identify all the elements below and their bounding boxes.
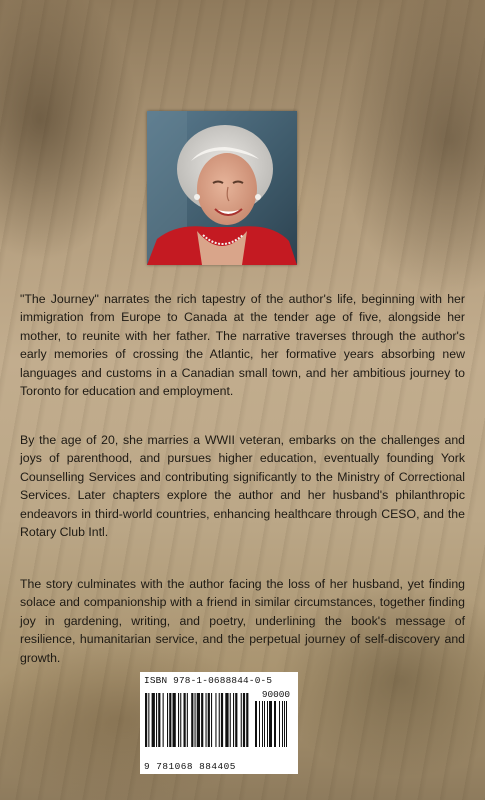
barcode-bar xyxy=(225,693,228,747)
addon-bar xyxy=(286,701,287,747)
addon-bar xyxy=(284,701,285,747)
addon-bar xyxy=(282,701,283,747)
addon-bar xyxy=(274,701,276,747)
barcode-bar xyxy=(197,693,200,747)
barcode-bar xyxy=(235,693,237,747)
barcode-bar xyxy=(195,693,196,747)
barcode-bar xyxy=(215,693,216,747)
addon-bar xyxy=(264,701,265,747)
barcode-bar xyxy=(201,693,203,747)
addon-bar xyxy=(279,701,280,747)
barcode-bars xyxy=(145,687,293,761)
author-photo xyxy=(147,111,297,265)
barcode-bar xyxy=(208,693,210,747)
barcode-bar xyxy=(158,693,160,747)
barcode-bar xyxy=(163,693,164,747)
addon-bar xyxy=(255,701,257,747)
barcode-bar xyxy=(191,693,193,747)
barcode-bar xyxy=(156,693,157,747)
barcode-bar xyxy=(221,693,223,747)
barcode-bar xyxy=(243,693,245,747)
barcode-bar xyxy=(246,693,248,747)
barcode-digits: 9 781068 884405 xyxy=(144,761,236,772)
barcode-bar xyxy=(219,693,220,747)
isbn-number: ISBN 978-1-0688844-0-5 xyxy=(144,675,273,686)
addon-bar xyxy=(262,701,263,747)
barcode-bar xyxy=(145,693,147,747)
barcode-bar xyxy=(167,693,168,747)
barcode-bar xyxy=(206,693,207,747)
barcode-bar xyxy=(241,693,242,747)
description-paragraph-2: By the age of 20, she marries a WWII veteran, embarks on the challenges and joys of parenthood, and pursues higher education, eventually founding York Counselling Services and contributing significantly to the Ministry of Correctional Services. Later chapters explore the author and her husband's philanthropic endeavors in third-world countries, enhancing healthcare through CESO, and the Rotary Club Intl. xyxy=(20,433,465,540)
barcode-bar xyxy=(169,693,171,747)
barcode-bar xyxy=(180,693,181,747)
barcode-bar xyxy=(233,693,234,747)
barcode-bar xyxy=(173,693,176,747)
barcode-bar xyxy=(178,693,179,747)
barcode-bar xyxy=(148,693,149,747)
isbn-barcode xyxy=(140,672,298,774)
addon-bar xyxy=(259,701,260,747)
description-paragraph-3: The story culminates with the author facing the loss of her husband, yet finding solace and companionship with a friend in similar circumstances, together finding joy in gardening, writing, and poetry, underlining the book's message of resilience, humanitarian service, and the perpetual journey of self-discovery and growth. xyxy=(20,577,465,665)
barcode-bar xyxy=(230,693,231,747)
addon-bar xyxy=(269,701,272,747)
barcode-bar xyxy=(187,693,188,747)
barcode-bar xyxy=(184,693,186,747)
barcode-bar xyxy=(211,693,212,747)
description-paragraph-1: "The Journey" narrates the rich tapestry of the author's life, beginning with her immigration from Europe to Canada at the tender age of five, alongside her mother, to reunite with her father. The narrative traverses through the author's early memories of crossing the Atlantic, her formative years absorbing new languages and customs in a Canadian small town, and her ambitious journey to Toronto for education and employment. xyxy=(20,292,465,399)
price-addon: 90000 xyxy=(261,689,290,700)
barcode-bar xyxy=(152,693,155,747)
addon-bar xyxy=(267,701,268,747)
